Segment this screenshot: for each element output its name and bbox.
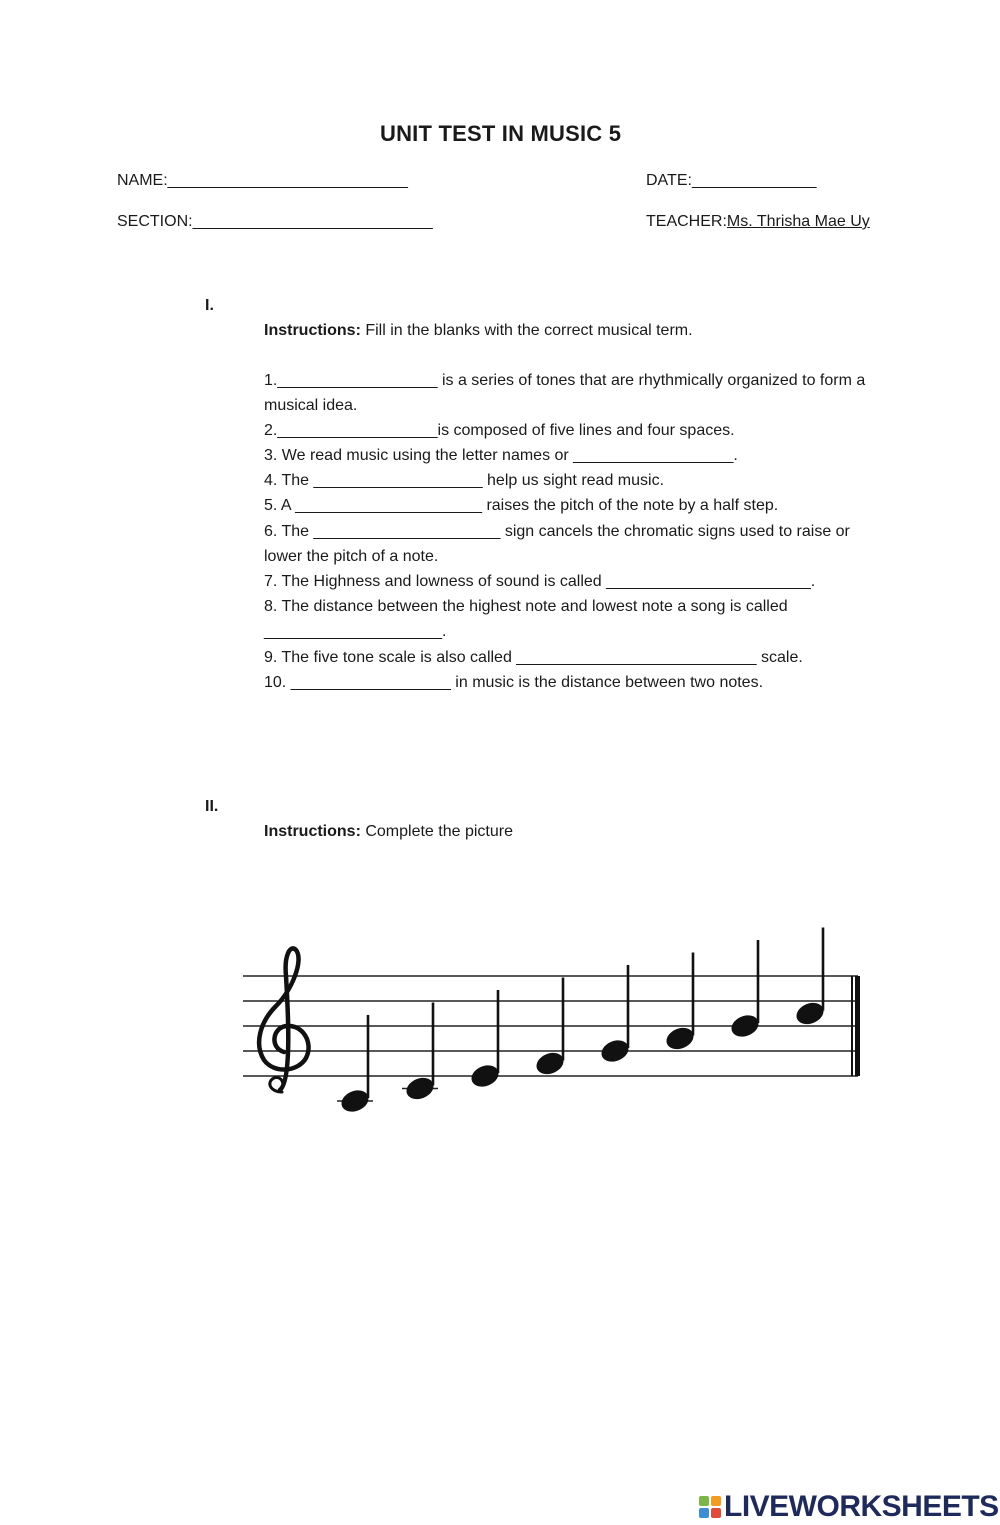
quarter-note-a4 xyxy=(663,953,696,1054)
quarter-note-f4 xyxy=(533,978,566,1079)
quarter-note-c5 xyxy=(793,928,826,1029)
question-line[interactable]: 5. A _____________________ raises the pitch of the note by a half step. xyxy=(264,497,779,514)
question-line[interactable]: 3. We read music using the letter names or __________________. xyxy=(264,447,738,464)
liveworksheets-logo-icon xyxy=(698,1495,722,1519)
notes-layer xyxy=(337,928,827,1116)
question-line[interactable]: 2.__________________is composed of five lines and four spaces. xyxy=(264,422,735,439)
question-line[interactable]: ____________________. xyxy=(264,623,447,640)
section-field[interactable] xyxy=(117,213,433,231)
part-two-numeral: II. xyxy=(205,798,219,815)
date-blank[interactable]: ______________ xyxy=(691,172,817,189)
liveworksheets-logo xyxy=(698,1490,999,1524)
part-one-instructions xyxy=(264,322,693,340)
quarter-note-e4 xyxy=(468,990,501,1091)
quarter-note-d4 xyxy=(402,1003,438,1104)
page-title: UNIT TEST IN MUSIC 5 xyxy=(380,121,622,146)
logo-tile xyxy=(711,1496,721,1506)
part-two-instructions xyxy=(264,823,513,841)
name-label: NAME: xyxy=(117,172,168,189)
teacher-label: TEACHER: xyxy=(646,213,727,230)
question-line[interactable]: 9. The five tone scale is also called ___________________________ scale. xyxy=(264,649,803,666)
liveworksheets-brand: LIVEWORKSHEETS xyxy=(724,1490,999,1523)
question-line: lower the pitch of a note. xyxy=(264,548,439,565)
part-one-numeral: I. xyxy=(205,297,214,314)
question-line[interactable]: 6. The _____________________ sign cancels the chromatic signs used to raise or xyxy=(264,523,850,540)
instructions-text: Complete the picture xyxy=(360,823,513,840)
teacher-name: Ms. Thrisha Mae Uy xyxy=(726,213,870,230)
instructions-label: Instructions: xyxy=(264,823,361,840)
question-line[interactable]: 7. The Highness and lowness of sound is called _______________________. xyxy=(264,573,816,590)
treble-clef-icon xyxy=(259,948,308,1092)
name-field[interactable] xyxy=(117,172,408,190)
name-blank[interactable]: ___________________________ xyxy=(167,172,408,189)
logo-tile xyxy=(699,1508,709,1518)
instructions-text: Fill in the blanks with the correct musical term. xyxy=(360,322,693,339)
instructions-label: Instructions: xyxy=(264,322,361,339)
music-staff xyxy=(240,920,870,1120)
question-line: musical idea. xyxy=(264,397,358,414)
logo-tile xyxy=(699,1496,709,1506)
quarter-note-c4 xyxy=(337,1015,373,1116)
date-label: DATE: xyxy=(646,172,692,189)
quarter-note-g4 xyxy=(598,965,631,1066)
question-line[interactable]: 1.__________________ is a series of tones that are rhythmically organized to form a xyxy=(264,372,866,389)
logo-tile xyxy=(711,1508,721,1518)
section-label: SECTION: xyxy=(117,213,193,230)
question-line[interactable]: 4. The ___________________ help us sight read music. xyxy=(264,472,665,489)
section-blank[interactable]: ___________________________ xyxy=(192,213,433,230)
quarter-note-b4 xyxy=(728,940,761,1041)
question-line[interactable]: 10. __________________ in music is the distance between two notes. xyxy=(264,674,764,691)
date-field[interactable] xyxy=(646,172,817,190)
teacher-field xyxy=(646,213,870,231)
question-line: 8. The distance between the highest note and lowest note a song is called xyxy=(264,598,788,615)
